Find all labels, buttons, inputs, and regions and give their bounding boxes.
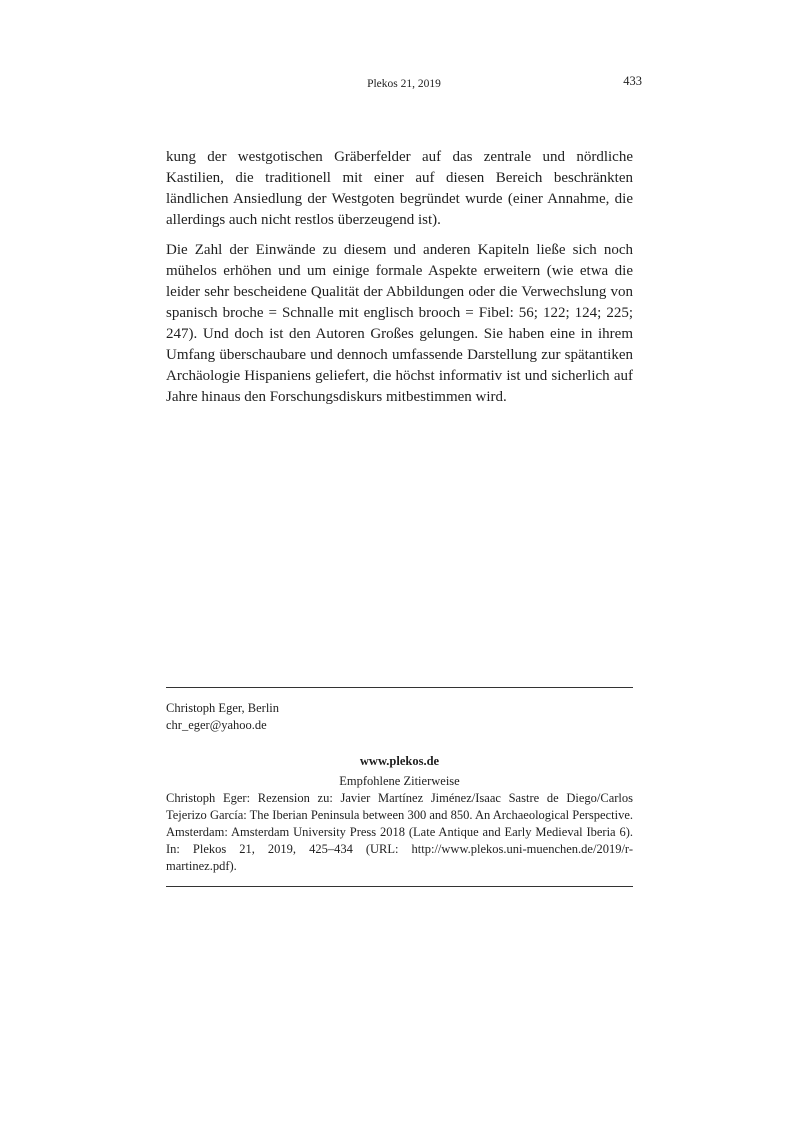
citation-heading: Empfohlene Zitierweise <box>339 774 460 788</box>
citation-text: Christoph Eger: Rezension zu: Javier Martínez Jiménez/Isaac Sastre de Diego/Carlos Tejerizo García: The Iberian Peninsula between 300 and 850. An Archaeological Perspective. Amsterdam: Amsterdam University Press 2018 (Late Antique and Early Medieval Iberia 6). In: Plekos 21, 2019, 425–434 (URL: http://www.plekos.uni-muenchen.de/2019/r-martinez.pdf). <box>166 791 633 873</box>
journal-title: Plekos 21, 2019 <box>367 78 441 90</box>
footer-divider-bottom <box>166 886 633 887</box>
footer-divider-top <box>166 687 633 688</box>
paragraph: Die Zahl der Einwände zu diesem und anderen Kapiteln ließe sich noch mühelos erhöhen und um einige formale Aspekte erweitern (wie etwa die leider sehr bescheidene Qualität der Abbildungen oder die Verwechslung von spanisch broche = Schnalle mit englisch brooch = Fibel: 56; 122; 124; 225; 247). Und doch ist den Autoren Großes gelungen. Sie haben eine in ihrem Umfang überschaubare und dennoch umfassende Darstellung zur spätantiken Archäologie Hispaniens geliefert, die höchst informativ ist und sicherlich auf Jahre hinaus den Forschungsdiskurs mitbestimmen wird. <box>166 242 633 405</box>
paragraph: kung der westgotischen Gräberfelder auf das zentrale und nördliche Kastilien, die traditionell mit einer auf diesen Bereich beschränkten ländlichen Ansiedlung der Westgoten begründet wurde (einer Annahme, die allerdings auch nicht restlos überzeugend ist). <box>166 149 633 228</box>
body-text <box>166 147 633 417</box>
page-number: 433 <box>623 74 642 88</box>
website-link[interactable]: www.plekos.de <box>359 754 440 768</box>
running-header <box>166 74 642 94</box>
author-block <box>166 700 633 734</box>
author-name: Christoph Eger, Berlin <box>166 701 280 715</box>
author-email[interactable]: chr_eger@yahoo.de <box>166 718 267 732</box>
